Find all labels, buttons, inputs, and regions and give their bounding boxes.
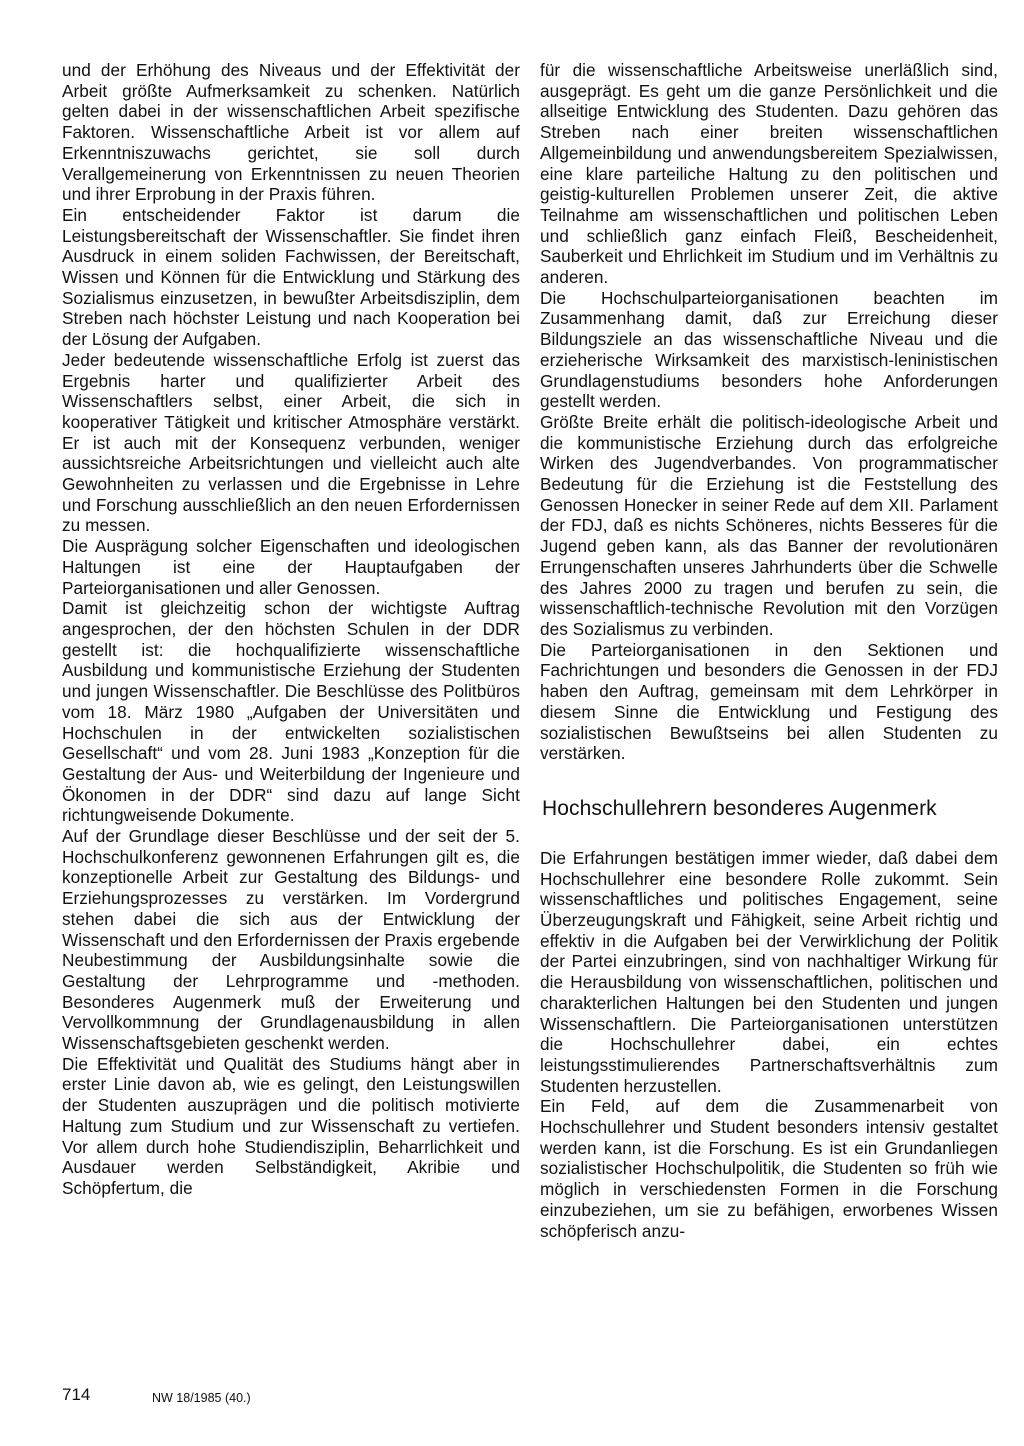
paragraph: Die Parteiorganisationen in den Sektionen und Fachrichtungen und besonders die Genossen in der FDJ haben den Auftrag, gemeinsam mit dem Lehrkörper in diesem Sinne die Entwicklung und Festigung des sozialistischen Bewußtseins bei allen Studenten zu verstärken.: [540, 639, 998, 764]
paragraph: Die Hochschulparteiorganisationen beachten im Zusammenhang damit, daß zur Erreichung dieser Bildungsziele an das wissenschaftliche Niveau und die erzieherische Wirksamkeit des marxistisch-leninistischen Grundlagenstudiums besonders hohe Anforderungen gestellt werden.: [540, 287, 998, 412]
right-column: [540, 60, 998, 1241]
paragraph: Jeder bedeutende wissenschaftliche Erfolg ist zuerst das Ergebnis harter und qualifizierter Arbeit des Wissenschaftlers selbst, einer Arbeit, die sich in kooperativer Tätigkeit und kritischer Atmosphäre verstärkt. Er ist auch mit der Konsequenz verbunden, weniger aussichtsreiche Arbeitsrichtungen und vielleicht auch alte Gewohnheiten zu verlassen und die Ergebnisse in Lehre und Forschung ausschließlich an den neuen Erfordernissen zu messen.: [62, 349, 520, 536]
paragraph: Die Effektivität und Qualität des Studiums hängt aber in erster Linie davon ab, wie es gelingt, den Leistungswillen der Studenten auszuprägen und die politisch motivierte Haltung zum Studium und zur Wissenschaft zu vertiefen. Vor allem durch hohe Studiendisziplin, Beharrlichkeit und Ausdauer werden Selbständigkeit, Akribie und Schöpfertum, die: [62, 1053, 520, 1198]
paragraph: Auf der Grundlage dieser Beschlüsse und der seit der 5. Hochschulkonferenz gewonnenen Erfahrungen gilt es, die konzeptionelle Arbeit zur Gestaltung des Bildungs- und Erziehungsprozesses zu verstärken. Im Vordergrund stehen dabei die sich aus der Entwicklung der Wissenschaft und den Erfordernissen der Praxis ergebende Neubestimmung der Ausbildungsinhalte sowie die Gestaltung der Lehrprogramme und -methoden. Besonderes Augenmerk muß der Erweiterung und Vervollkommnung der Grundlagenausbildung in allen Wissenschaftsgebieten geschenkt werden.: [62, 826, 520, 1054]
section-heading: Hochschullehrern besonderes Augenmerk: [542, 796, 937, 820]
paragraph: Ein Feld, auf dem die Zusammenarbeit von Hochschullehrer und Student besonders intensiv gestaltet werden kann, ist die Forschung. Es ist ein Grundanliegen sozialistischer Hochschulpolitik, die Studenten so früh wie möglich in verschiedensten Formen in die Forschung einzubeziehen, um sie zu befähigen, erworbenes Wissen schöpferisch anzu-: [540, 1096, 998, 1241]
paragraph: und der Erhöhung des Niveaus und der Effektivität der Arbeit größte Aufmerksamkeit zu schenken. Natürlich gelten dabei in der wissenschaftlichen Arbeit spezifische Faktoren. Wissenschaftliche Arbeit ist vor allem auf Erkenntniszuwachs gerichtet, sie soll durch Verallgemeinerung von Erkenntnissen zu neuen Theorien und ihrer Erprobung in der Praxis führen.: [62, 60, 520, 205]
paragraph: Größte Breite erhält die politisch-ideologische Arbeit und die kommunistische Erziehung durch das erfolgreiche Wirken des Jugendverbandes. Von programmatischer Bedeutung für die Erziehung ist die Feststellung des Genossen Honecker in seiner Rede auf dem XII. Parlament der FDJ, daß es nichts Schöneres, nichts Besseres für die Jugend geben kann, als das Banner der revolutionären Errungenschaften unseres Jahrhunderts über die Schwelle des Jahres 2000 zu tragen und berufen zu sein, die wissenschaftlich-technische Revolution mit den Vorzügen des Sozialismus zu verbinden.: [540, 411, 998, 639]
page-number: 714: [62, 1385, 91, 1404]
paragraph: Die Ausprägung solcher Eigenschaften und ideologischen Haltungen ist eine der Hauptaufgaben der Parteiorganisationen und aller Genossen.: [62, 536, 520, 598]
issue-reference: NW 18/1985 (40.): [152, 1391, 251, 1405]
paragraph: für die wissenschaftliche Arbeitsweise unerläßlich sind, ausgeprägt. Es geht um die ganze Persönlichkeit und die allseitige Entwicklung des Studenten. Dazu gehören das Streben nach einer breiten wissenschaftlichen Allgemeinbildung und anwendungsbereitem Spezialwissen, eine klare parteiliche Haltung zu den politischen und geistig-kulturellen Problemen unserer Zeit, die aktive Teilnahme am wissenschaftlichen und politischen Leben und schließlich ganz einfach Fleiß, Bescheidenheit, Sauberkeit und Ehrlichkeit im Studium und im Verhältnis zu anderen.: [540, 60, 998, 288]
paragraph: Damit ist gleichzeitig schon der wichtigste Auftrag angesprochen, der den höchsten Schulen in der DDR gestellt ist: die hochqualifizierte wissenschaftliche Ausbildung und kommunistische Erziehung der Studenten und jungen Wissenschaftler. Die Beschlüsse des Politbüros vom 18. März 1980 „Aufgaben der Universitäten und Hochschulen in der entwickelten sozialistischen Gesellschaft“ und vom 28. Juni 1983 „Konzeption für die Gestaltung der Aus- und Weiterbildung der Ingenieure und Ökonomen in der DDR“ sind dazu auf lange Sicht richtungweisende Dokumente.: [62, 598, 520, 826]
paragraph: Die Erfahrungen bestätigen immer wieder, daß dabei dem Hochschullehrer eine besondere Rolle zukommt. Sein wissenschaftliches und politisches Engagement, seine Überzeugungskraft und Fähigkeit, seine Arbeit richtig und effektiv in die Aufgaben bei der Verwirklichung der Politik der Partei einzubringen, sind von nachhaltiger Wirkung für die Herausbildung von wissenschaftlichen, politischen und charakterlichen Haltungen bei den Studenten und jungen Wissenschaftlern. Die Parteiorganisationen unterstützen die Hochschullehrer dabei, ein echtes leistungsstimulierendes Partnerschaftsverhältnis zum Studenten herzustellen.: [540, 847, 998, 1096]
paragraph: Ein entscheidender Faktor ist darum die Leistungsbereitschaft der Wissenschaftler. Sie findet ihren Ausdruck in einem soliden Fachwissen, der Bereitschaft, Wissen und Können für die Entwicklung und Stärkung des Sozialismus einzusetzen, in bewußter Arbeitsdisziplin, dem Streben nach höchster Leistung und nach Kooperation bei der Lösung der Aufgaben.: [62, 204, 520, 350]
left-column: [62, 60, 520, 1199]
